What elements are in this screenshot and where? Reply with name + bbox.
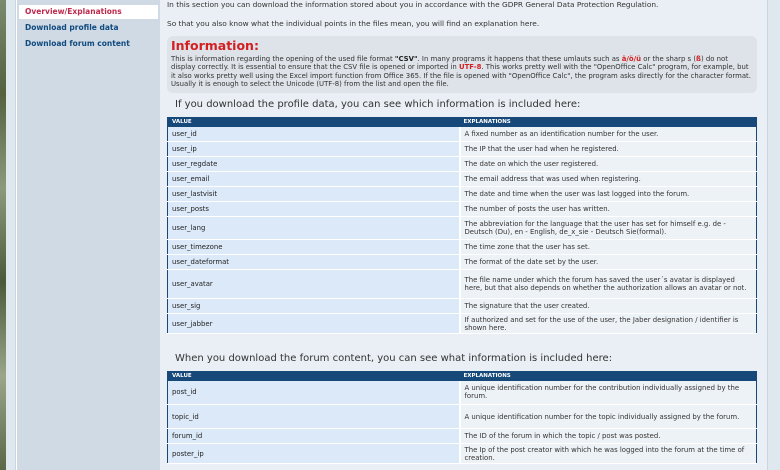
row-explanation: The IP that the user had when he registered. bbox=[460, 142, 757, 157]
row-explanation: The file name under which the forum has saved the user´s avatar is displayed here, but that also depends on whether the authorization allows an avatar or not. bbox=[460, 270, 757, 299]
row-explanation: A unique identification number for the topic individually assigned by the forum. bbox=[460, 405, 757, 429]
row-value: user_regdate bbox=[168, 157, 460, 172]
row-value: user_dateformat bbox=[168, 255, 460, 270]
forum-section-title: When you download the forum content, you can see what information is included here: bbox=[175, 353, 613, 364]
row-value: user_posts bbox=[168, 202, 460, 217]
table-row bbox=[168, 405, 757, 429]
column-header-value: VALUE bbox=[168, 118, 460, 127]
intro-explanation-text: So that you also know what the individual points in the files mean, you will find an explanation here. bbox=[167, 19, 540, 28]
info-text-part: This is information regarding the opening of the used file format bbox=[171, 55, 395, 63]
column-header-explanations: EXPLANATIONS bbox=[460, 372, 757, 381]
table-row bbox=[168, 270, 757, 299]
row-value: user_id bbox=[168, 127, 460, 142]
info-text-part: or the sharp s ( bbox=[641, 55, 697, 63]
row-value: user_lang bbox=[168, 217, 460, 240]
intro-text: In this section you can download the information stored about you in accordance with the GDPR General Data Protection Regulation. bbox=[167, 0, 659, 9]
table-row bbox=[168, 314, 757, 334]
table-row bbox=[168, 187, 757, 202]
row-value: user_ip bbox=[168, 142, 460, 157]
row-value: user_timezone bbox=[168, 240, 460, 255]
row-value: user_email bbox=[168, 172, 460, 187]
table-row bbox=[168, 299, 757, 314]
row-explanation: The date and time when the user was last logged into the forum. bbox=[460, 187, 757, 202]
info-text-part: . This works pretty well with the "OpenOffice Calc" program, for example, but it also works pretty well using the Excel import function from Office 365. If the file is opened with "OpenOffice Calc", the program asks directly for the character format. Usually it is enough to select the Unicode (UTF-8) from the list and open the file. bbox=[171, 63, 751, 88]
info-utf8: UTF-8 bbox=[458, 63, 482, 72]
table-row bbox=[168, 240, 757, 255]
row-explanation: The email address that was used when registering. bbox=[460, 172, 757, 187]
table-row bbox=[168, 217, 757, 240]
info-csv-format: "CSV" bbox=[394, 55, 418, 63]
row-value: user_sig bbox=[168, 299, 460, 314]
row-explanation: A fixed number as an identification number for the user. bbox=[460, 127, 757, 142]
page-gutter-left bbox=[6, 0, 16, 470]
table-row bbox=[168, 157, 757, 172]
forum-data-table bbox=[167, 371, 757, 464]
info-sharp-s: ß bbox=[696, 55, 701, 63]
profile-data-table bbox=[167, 117, 757, 334]
info-text-part: . In many programs it happens that these umlauts such as bbox=[417, 55, 622, 63]
row-explanation: The ID of the forum in which the topic / post was posted. bbox=[460, 429, 757, 444]
row-explanation: If authorized and set for the use of the user, the Jaber designation / identifier is shown here. bbox=[460, 314, 757, 334]
row-value: poster_ip bbox=[168, 444, 460, 464]
row-value: topic_id bbox=[168, 405, 460, 429]
table-row bbox=[168, 172, 757, 187]
info-text bbox=[171, 55, 753, 88]
info-umlauts: ä/ö/ü bbox=[621, 55, 642, 63]
profile-section-title: If you download the profile data, you can see which information is included here: bbox=[175, 99, 581, 110]
table-row bbox=[168, 255, 757, 270]
row-explanation: The signature that the user created. bbox=[460, 299, 757, 314]
row-value: user_avatar bbox=[168, 270, 460, 299]
info-title: Information: bbox=[171, 38, 259, 53]
row-explanation: The abbreviation for the language that the user has set for himself e.g. de - Deutsch (Du), en - English, de_x_sie - Deutsch Sie(formal). bbox=[460, 217, 757, 240]
sidebar bbox=[17, 0, 160, 470]
info-box bbox=[167, 36, 757, 93]
row-explanation: The date on which the user registered. bbox=[460, 157, 757, 172]
table-row bbox=[168, 444, 757, 464]
main-content bbox=[160, 0, 767, 470]
row-value: user_lastvisit bbox=[168, 187, 460, 202]
info-text-part: ) do not display correctly. It is essential to ensure that the CSV file is opened or imported in bbox=[171, 55, 728, 72]
page-gutter-right bbox=[767, 0, 780, 470]
row-explanation: The Ip of the post creator with which he was logged into the forum at the time of creation. bbox=[460, 444, 757, 464]
table-row bbox=[168, 381, 757, 405]
table-row bbox=[168, 127, 757, 142]
sidebar-item-overview[interactable]: Overview/Explanations bbox=[19, 5, 158, 19]
row-explanation: A unique identification number for the contribution individually assigned by the forum. bbox=[460, 381, 757, 405]
row-explanation: The number of posts the user has written. bbox=[460, 202, 757, 217]
row-explanation: The format of the date set by the user. bbox=[460, 255, 757, 270]
row-value: post_id bbox=[168, 381, 460, 405]
column-header-explanations: EXPLANATIONS bbox=[460, 118, 757, 127]
row-value: user_jabber bbox=[168, 314, 460, 334]
row-value: forum_id bbox=[168, 429, 460, 444]
row-explanation: The time zone that the user has set. bbox=[460, 240, 757, 255]
table-row bbox=[168, 142, 757, 157]
table-row bbox=[168, 429, 757, 444]
sidebar-item-download-profile[interactable]: Download profile data bbox=[19, 21, 158, 35]
column-header-value: VALUE bbox=[168, 372, 460, 381]
table-row bbox=[168, 202, 757, 217]
sidebar-item-download-forum[interactable]: Download forum content bbox=[19, 37, 158, 51]
